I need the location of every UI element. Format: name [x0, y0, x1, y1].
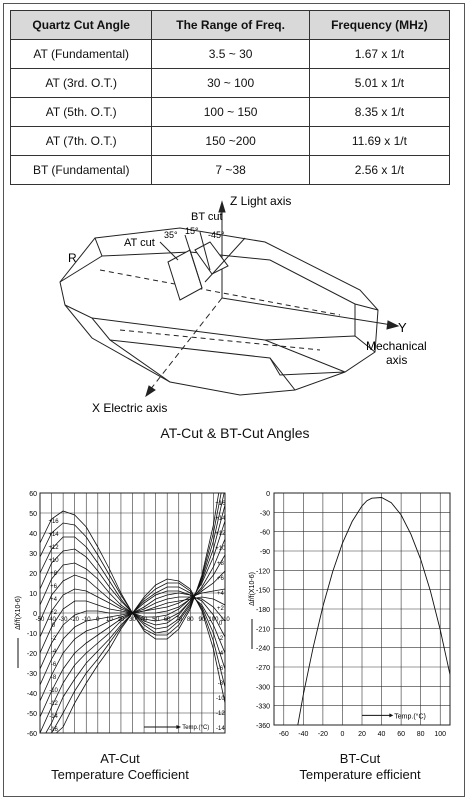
y-axis-label: Y [398, 320, 407, 335]
x-tick-label: 20 [117, 617, 125, 623]
curve-label-right: -6 [217, 666, 224, 672]
y-tick-label: 40 [29, 531, 37, 538]
crystal-hidden-line [120, 330, 320, 350]
curve-label-right: -8 [217, 681, 224, 687]
y-tick-label: 60 [29, 491, 37, 498]
x-tick-label: 30 [129, 617, 136, 623]
x-tick-label: 80 [186, 617, 194, 623]
bt-cut-label: BT cut [191, 211, 223, 223]
x-tick-label: 90 [198, 617, 206, 623]
y-tick-label: 20 [29, 571, 37, 578]
y-axis-arrow [387, 321, 398, 329]
bt-chart-caption-line2: Temperature efficient [299, 767, 421, 782]
x-tick-label: -40 [298, 731, 309, 738]
z-axis-label: Z Light axis [230, 194, 292, 208]
table-cell: 3.5 ~ 30 [152, 40, 309, 69]
table-cell: 1.67 x 1/t [309, 40, 449, 69]
y-axis-label: Δf/f(X10-6) [15, 596, 22, 630]
x-tick-label: 60 [163, 617, 171, 623]
angle-neg45-label: -45° [208, 230, 225, 240]
bt-chart-caption-line1: BT-Cut [339, 751, 381, 766]
crystal-edge [92, 318, 345, 372]
bt-cut-chart [240, 485, 460, 750]
curve-label-left: -2 [50, 636, 57, 642]
table-row [11, 127, 450, 156]
curve-label-left: +10 [48, 558, 59, 564]
y-tick-label: 0 [33, 611, 37, 618]
at-cut-leader [160, 242, 178, 260]
x-axis-label: Temp.(°C) [182, 725, 210, 731]
curve-label-right: -10 [216, 696, 225, 702]
y-tick-label: -240 [255, 645, 270, 653]
table-cell: 7 ~38 [152, 156, 309, 185]
curve-label-left: -6 [50, 662, 57, 668]
y-tick-label: -30 [26, 671, 37, 678]
table-cell: 5.01 x 1/t [309, 69, 449, 98]
x-tick-label: 40 [140, 617, 148, 623]
curve-label-left: -14 [49, 714, 58, 720]
y-tick-label: -150 [255, 587, 270, 595]
curve-label-right: 0 [218, 621, 223, 627]
y-tick-label: -180 [255, 607, 270, 614]
column-header: Frequency (MHz) [309, 11, 449, 40]
curve-label-left: +4 [50, 597, 57, 603]
curve-label-right: +4 [216, 591, 224, 597]
curve-label-left: +12 [48, 545, 59, 551]
table-cell: 150 ~200 [152, 127, 309, 156]
at-chart-caption-line1: AT-Cut [100, 751, 140, 766]
mechanical-axis-label-2: axis [386, 353, 408, 367]
mechanical-axis-label: Mechanical [366, 339, 427, 353]
x-tick-label: 20 [358, 731, 366, 738]
y-tick-label: -270 [255, 665, 270, 672]
y-tick-label: -60 [26, 731, 37, 738]
crystal-caption: AT-Cut & BT-Cut Angles [160, 425, 310, 441]
y-tick-label: 30 [29, 551, 37, 558]
y-tick-label: 10 [29, 591, 37, 598]
y-tick-label: -10 [26, 631, 37, 638]
curve-label-left: -4 [50, 649, 57, 655]
table-cell: 2.56 x 1/t [309, 156, 449, 185]
curve-label-left: -10 [49, 688, 58, 694]
y-tick-label: -90 [259, 549, 270, 556]
curve-label-left: +14 [48, 532, 59, 538]
angle-35-label: 35° [164, 230, 178, 240]
y-tick-label: -50 [26, 711, 37, 718]
y-tick-label: -40 [26, 691, 37, 698]
x-tick-label: 60 [397, 731, 406, 738]
x-tick-label: 110 [220, 617, 230, 623]
x-axis-arrow-head [389, 713, 393, 717]
curve-label-left: -12 [49, 701, 58, 707]
curve-label-right: +2 [216, 606, 224, 612]
x-tick-label: -60 [278, 731, 289, 738]
x-tick-label: -10 [81, 617, 91, 623]
at-cut-plane [168, 250, 202, 300]
y-tick-label: -30 [259, 510, 270, 518]
table-cell: 30 ~ 100 [152, 69, 309, 98]
curve-label-left: -16 [49, 727, 58, 733]
bt-chart-caption [255, 751, 465, 783]
curve-label-right: +16 [215, 501, 226, 507]
at-cut-label: AT cut [124, 237, 155, 249]
bt-cut-plane [195, 242, 228, 274]
y-tick-label: -120 [255, 568, 270, 576]
crystal-edge [110, 340, 295, 390]
curve-label-right: -2 [217, 636, 224, 642]
curve-label-right: -12 [216, 711, 225, 717]
table-row [11, 40, 450, 69]
table-row [11, 98, 450, 127]
curve-label-left: +6 [50, 584, 57, 590]
y-tick-label: -360 [255, 723, 270, 730]
curve-label-right: +12 [215, 531, 226, 537]
cut-angle-table [10, 10, 450, 185]
x-tick-label: 100 [208, 617, 219, 623]
table-cell: BT (Fundamental) [11, 156, 152, 185]
column-header: The Range of Freq. [152, 11, 309, 40]
x-tick-label: -50 [35, 617, 45, 623]
x-axis-arrow [146, 386, 155, 396]
series-line [56, 579, 225, 733]
curve-label-left: +16 [48, 519, 59, 525]
x-tick-label: 50 [152, 617, 159, 623]
x-tick-label: 70 [175, 617, 183, 623]
x-axis [150, 298, 222, 390]
table-cell: 11.69 x 1/t [309, 127, 449, 156]
x-tick-label: 40 [377, 731, 386, 738]
crystal-hidden-line [100, 270, 340, 315]
curve-label-right: +6 [216, 576, 224, 582]
at-chart-caption [20, 751, 220, 783]
curve-label-left: +8 [50, 571, 57, 577]
table-cell: 8.35 x 1/t [309, 98, 449, 127]
y-tick-label: 0 [266, 491, 270, 498]
y-tick-label: 50 [29, 511, 37, 518]
at-chart-caption-line2: Temperature Coefficient [51, 767, 189, 782]
column-header: Quartz Cut Angle [11, 11, 152, 40]
angle-15-label: 15° [185, 226, 199, 236]
table-row [11, 69, 450, 98]
x-tick-label: 10 [106, 617, 113, 623]
crystal-edge [60, 256, 102, 282]
crystal-edge [65, 305, 170, 382]
table-cell: 100 ~ 150 [152, 98, 309, 127]
curve-label-left: 0 [51, 623, 56, 629]
curves-group [284, 498, 450, 751]
x-tick-label: 0 [340, 731, 345, 738]
y-axis-label: Δf/f(X10-6) [249, 572, 256, 606]
x-tick-label: 80 [416, 731, 425, 738]
curve-label-left: +2 [50, 610, 57, 616]
r-label: R [68, 251, 77, 265]
x-axis-label: X Electric axis [92, 401, 168, 415]
curve-label-right: -4 [217, 651, 224, 657]
y-tick-label: -210 [255, 626, 270, 634]
table-cell: AT (5th. O.T.) [11, 98, 152, 127]
y-tick-label: -300 [255, 684, 270, 692]
table-cell: AT (7th. O.T.) [11, 127, 152, 156]
table-cell: AT (3rd. O.T.) [11, 69, 152, 98]
table-row [11, 156, 450, 185]
x-tick-label: 0 [96, 617, 100, 623]
crystal-outline [60, 228, 378, 395]
x-tick-label: -20 [70, 617, 80, 623]
crystal-diagram [0, 190, 470, 420]
y-tick-label: -20 [26, 651, 37, 658]
y-tick-label: -330 [255, 703, 270, 711]
at-cut-chart [10, 485, 235, 740]
curve-label-right: +14 [215, 516, 226, 522]
x-tick-label: -20 [317, 731, 328, 738]
y-axis [222, 298, 392, 325]
x-axis-label: Temp.(°C) [394, 713, 426, 721]
series-line [284, 498, 450, 751]
x-tick-label: -40 [47, 617, 56, 623]
curve-label-right: +8 [216, 561, 224, 567]
curve-label-right: +10 [215, 546, 226, 552]
y-tick-label: -60 [259, 529, 270, 537]
table-cell: AT (Fundamental) [11, 40, 152, 69]
x-tick-label: -30 [58, 617, 68, 623]
table-header-row [11, 11, 450, 40]
curve-label-right: -14 [216, 726, 225, 732]
x-tick-label: 100 [434, 731, 447, 738]
curve-label-left: -8 [50, 675, 57, 681]
